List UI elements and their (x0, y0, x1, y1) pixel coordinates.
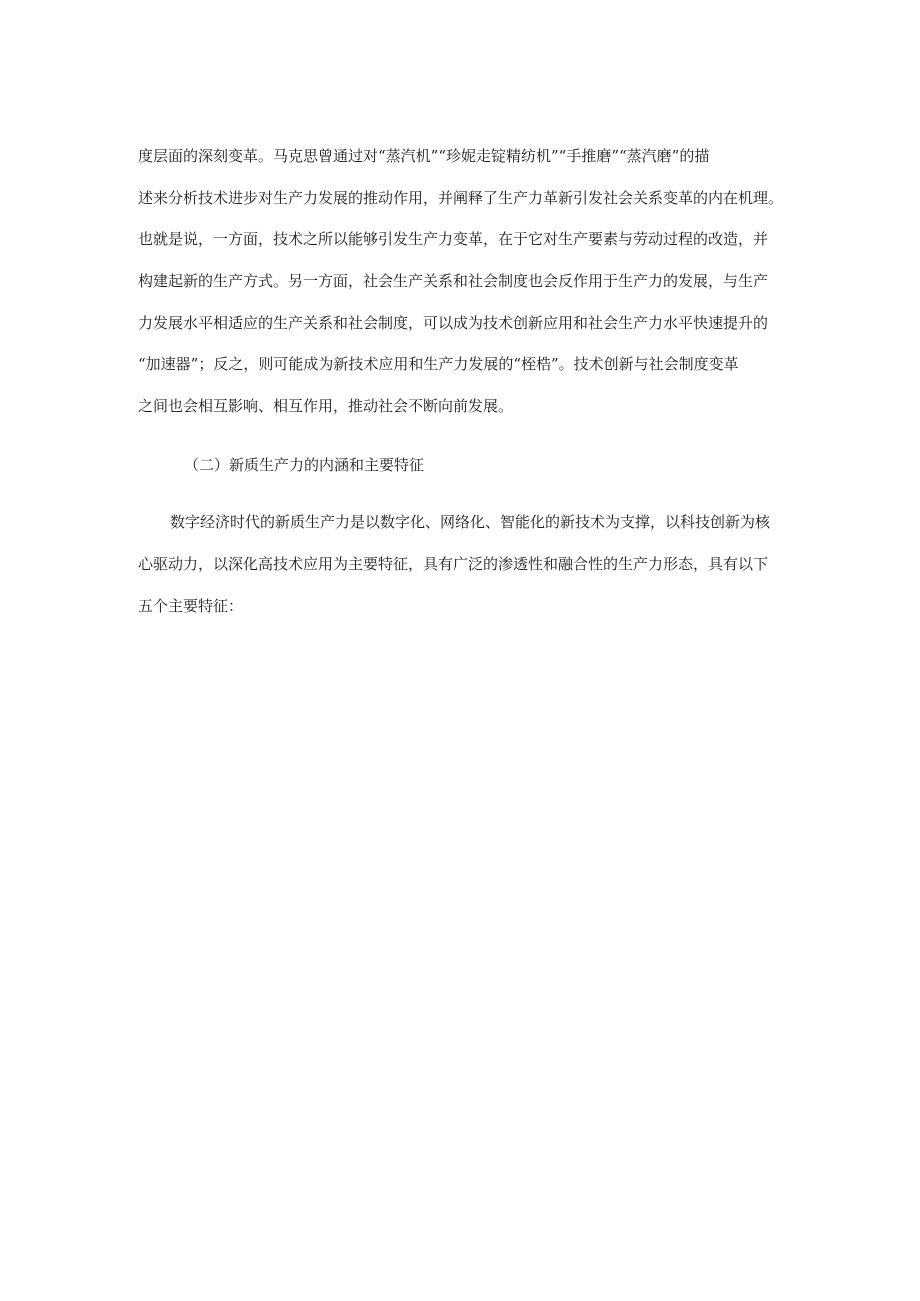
paragraph1-line-1: 度层面的深刻变革。马克思曾通过对“蒸汽机”“珍妮走锭精纺机”“手推磨”“蒸汽磨”的描 (138, 147, 710, 165)
paragraph1-line-4: 构建起新的生产方式。另一方面，社会生产关系和社会制度也会反作用于生产力的发展，与生产 (138, 272, 769, 290)
paragraph2-line-2: 心驱动力，以深化高技术应用为主要特征，具有广泛的渗透性和融合性的生产力形态，具有以下 (138, 555, 769, 573)
paragraph1-line-5: 力发展水平相适应的生产关系和社会制度，可以成为技术创新应用和社会生产力水平快速提升的 (138, 314, 769, 332)
paragraph2-line-1: 数字经济时代的新质生产力是以数字化、网络化、智能化的新技术为支撑，以科技创新为核 (170, 513, 771, 531)
paragraph1-line-3: 也就是说，一方面，技术之所以能够引发生产力变革，在于它对生产要素与劳动过程的改造，并 (138, 230, 769, 248)
paragraph1-line-6: “加速器”；反之，则可能成为新技术应用和生产力发展的“桎梏”。技术创新与社会制度变革 (138, 355, 739, 373)
paragraph1-line-2: 述来分析技术进步对生产力发展的推动作用，并阐释了生产力革新引发社会关系变革的内在机理。 (138, 189, 784, 207)
paragraph2-line-3: 五个主要特征： (138, 597, 244, 615)
section-heading: （二）新质生产力的内涵和主要特征 (184, 456, 425, 474)
paragraph1-line-7: 之间也会相互影响、相互作用，推动社会不断向前发展。 (138, 397, 514, 415)
